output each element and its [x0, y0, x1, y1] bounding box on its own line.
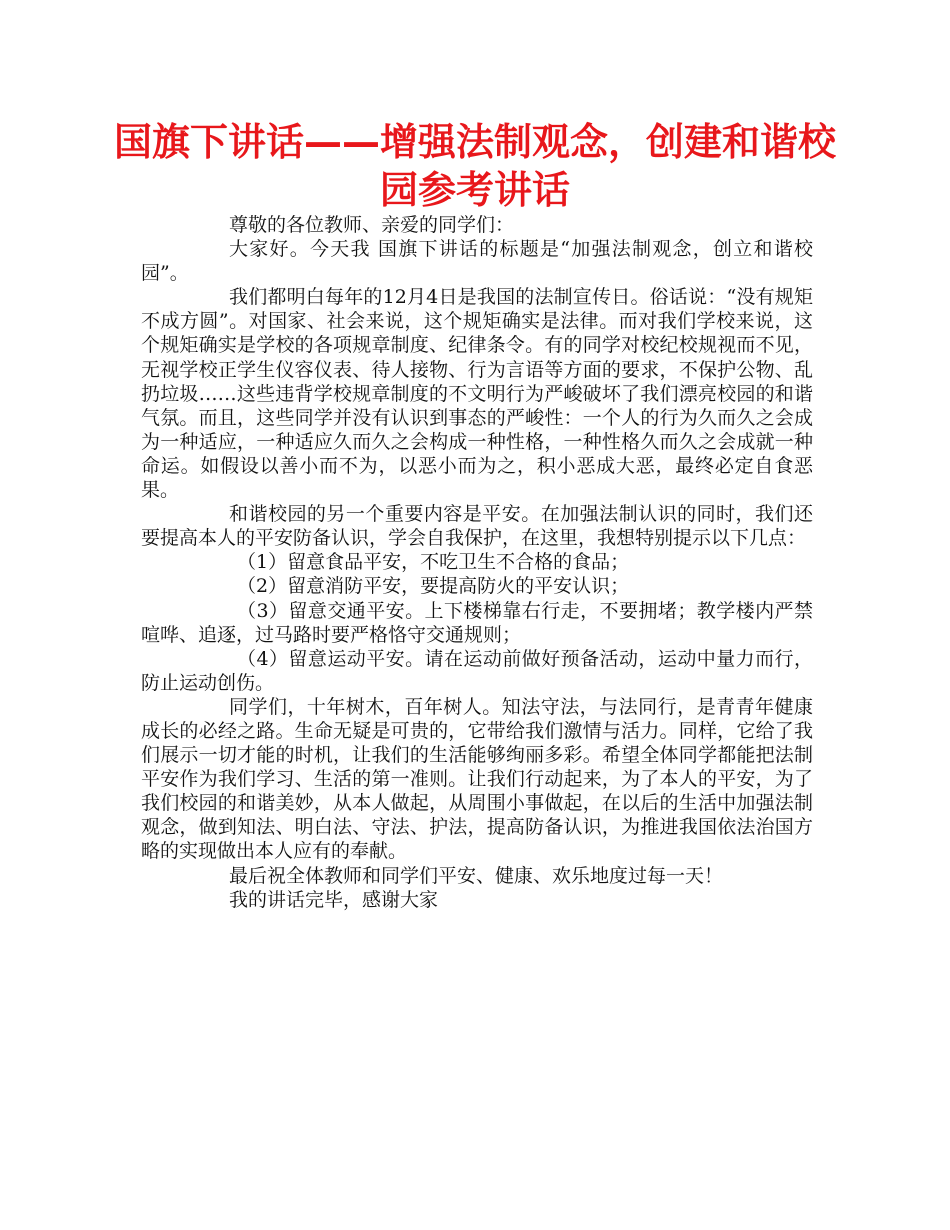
closing-paragraph: 我的讲话完毕，感谢大家 — [229, 888, 439, 911]
list-item: （4）留意运动平安。请在运动前做好预备活动，运动中量力而行，防止运动创伤。 — [141, 647, 813, 694]
opening-paragraph: 大家好。今天我 国旗下讲话的标题是“加强法制观念，创立和谐校园”。 — [141, 238, 813, 285]
greeting-paragraph: 尊敬的各位教师、亲爱的同学们： — [229, 214, 515, 236]
document-title: 国旗下讲话——增强法制观念，创建和谐校园参考讲话 — [113, 120, 836, 212]
list-item: （2）留意消防平安，要提高防火的平安认识； — [237, 575, 630, 598]
list-item: （1）留意食品平安，不吃卫生不合格的食品； — [237, 551, 630, 574]
body-paragraph: 我们都明白每年的12月4日是我国的法制宣传日。俗话说：“没有规矩不成方圆”。对国家、社会来说，这个规矩确实是法律。而对我们学校来说，这个规矩确实是学校的各项规章制度、纪律条令。有的同学对校纪校规视而不见，无视学校正学生仪容仪表、待人接物、行为言语等方面的要求，不保护公物、乱扔垃圾……这些违背学校规章制度的不文明行为严峻破坏了我们漂亮校园的和谐气氛。而且，这些同学并没有认识到事态的严峻性：一个人的行为久而久之会成为一种适应，一种适应久而久之会构成一种性格，一种性格久而久之会成就一种命运。如假设以善小而不为，以恶小而为之，积小恶成大恶，最终必定自食恶果。 — [141, 286, 813, 502]
list-item: （3）留意交通平安。上下楼梯靠右行走，不要拥堵；教学楼内严禁喧哗、追逐，过马路时要严格恪守交通规则； — [141, 599, 813, 646]
closing-paragraph: 最后祝全体教师和同学们平安、健康、欢乐地度过每一天！ — [229, 864, 724, 887]
body-paragraph: 和谐校园的另一个重要内容是平安。在加强法制认识的同时，我们还要提高本人的平安防备认识，学会自我保护，在这里，我想特别提示以下几点： — [141, 503, 813, 550]
document-body — [141, 213, 813, 912]
body-paragraph: 同学们，十年树木，百年树人。知法守法，与法同行，是青青年健康成长的必经之路。生命无疑是可贵的，它带给我们激情与活力。同样，它给了我们展示一切才能的时机，让我们的生活能够绚丽多彩。希望全体同学都能把法制平安作为我们学习、生活的第一准则。让我们行动起来，为了本人的平安，为了我们校园的和谐美妙，从本人做起，从周围小事做起，在以后的生活中加强法制观念，做到知法、明白法、守法、护法，提高防备认识，为推进我国依法治国方略的实现做出本人应有的奉献。 — [141, 695, 813, 863]
